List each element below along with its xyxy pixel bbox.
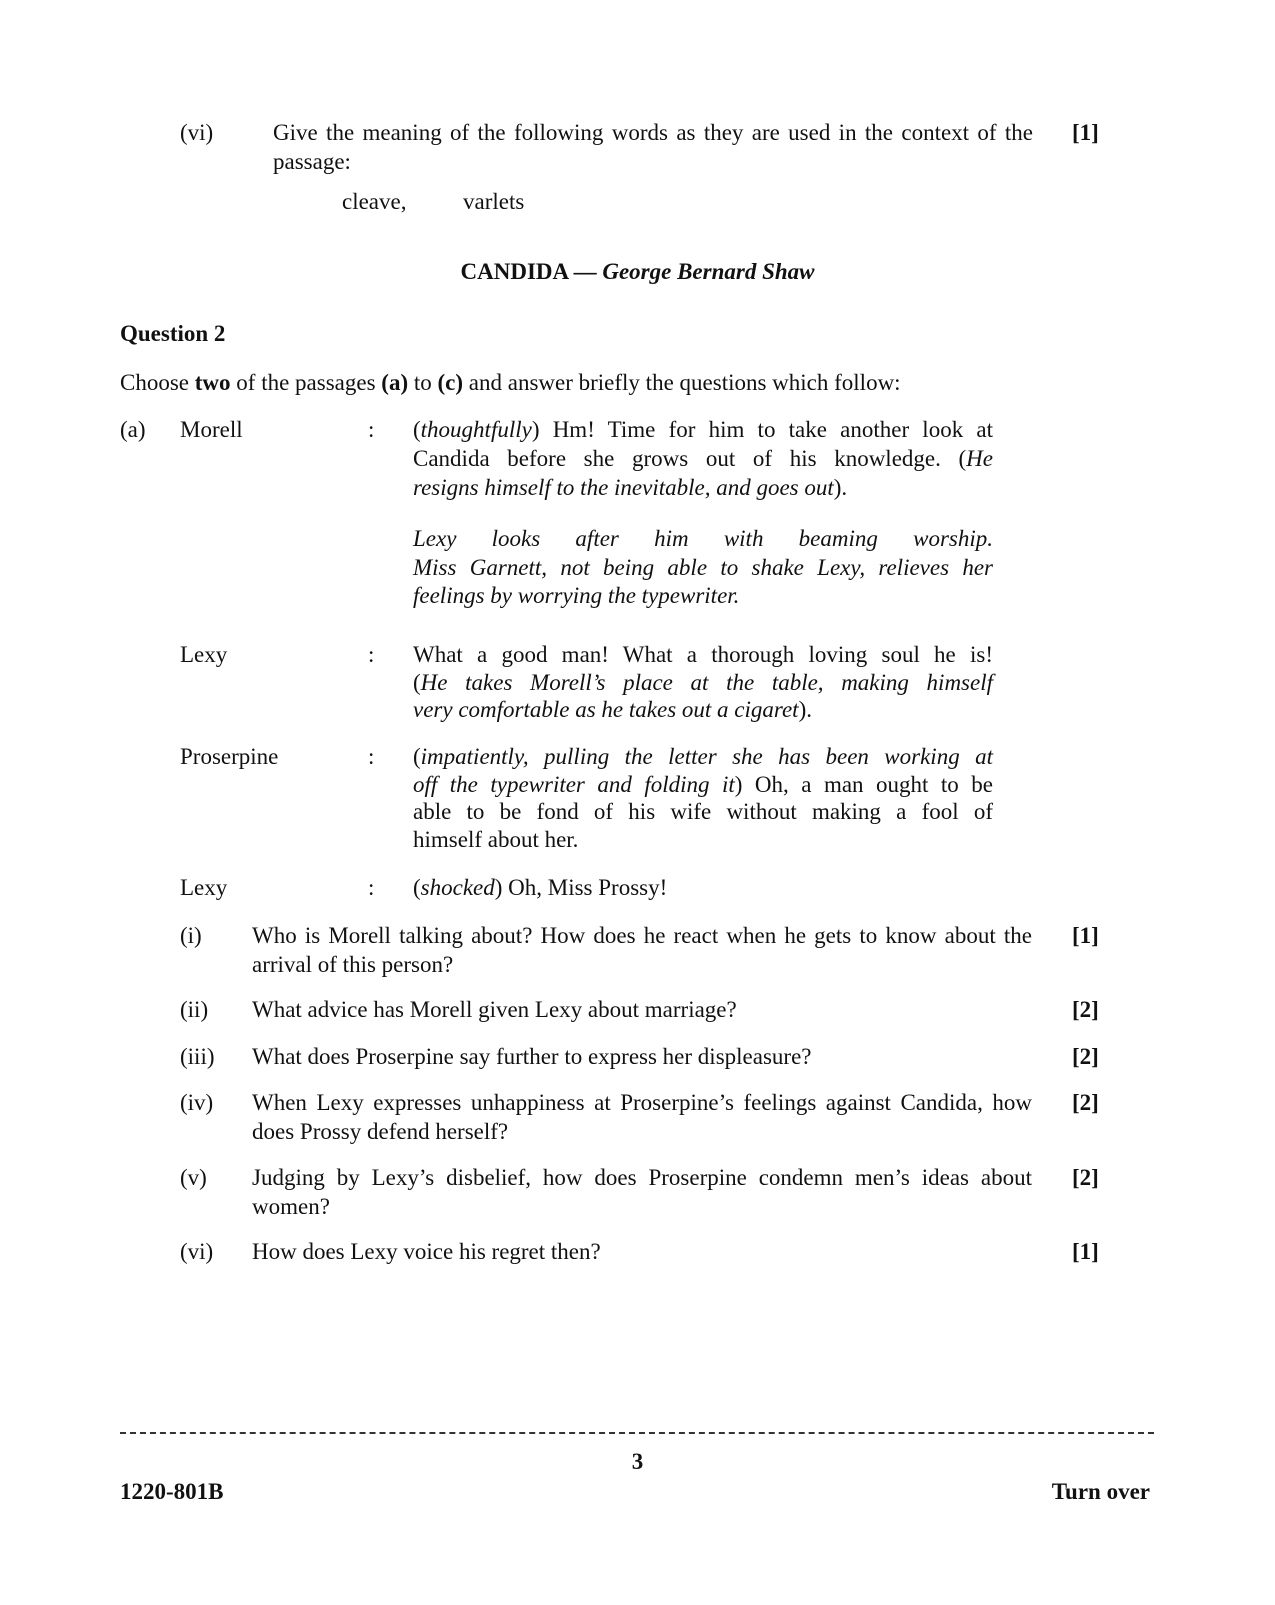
dialogue-line: off the typewriter and folding it) Oh, a man ought to be bbox=[413, 772, 993, 797]
subquestion-number: (iii) bbox=[180, 1044, 215, 1069]
instr-part: Choose bbox=[120, 370, 189, 395]
instr-part: of the passages bbox=[236, 370, 376, 395]
subquestion-number: (vi) bbox=[180, 1239, 214, 1264]
instr-part: to bbox=[413, 370, 432, 395]
subquestion-text: How does Lexy voice his regret then? bbox=[252, 1239, 601, 1264]
stage-direction: Miss Garnett, not being able to shake Lexy, relieves her bbox=[413, 555, 993, 580]
speaker-proserpine: Proserpine bbox=[180, 744, 279, 769]
question-instructions bbox=[120, 368, 901, 397]
stage-direction: Lexy looks after him with beaming worship. bbox=[413, 526, 993, 551]
footer-divider bbox=[120, 1432, 1154, 1434]
subquestion-number: (ii) bbox=[180, 997, 209, 1022]
stage-direction: feelings by worrying the typewriter. bbox=[413, 583, 740, 608]
subquestion-text: What advice has Morell given Lexy about marriage? bbox=[252, 997, 737, 1022]
subquestion-text: What does Proserpine say further to express her displeasure? bbox=[252, 1044, 812, 1069]
page-number: 3 bbox=[631, 1449, 644, 1474]
subquestion-text: Who is Morell talking about? How does he react when he gets to know about the arrival of this person? bbox=[252, 923, 1032, 977]
subquestion-mark: [2] bbox=[1072, 997, 1099, 1022]
speaker-colon: : bbox=[368, 875, 375, 900]
subquestion-number: (iv) bbox=[180, 1090, 214, 1115]
stage-direction: (He takes Morell’s place at the table, making himself bbox=[413, 670, 993, 695]
speaker-colon: : bbox=[368, 417, 375, 442]
word-cleave: cleave, bbox=[342, 189, 407, 214]
subquestion-mark: [2] bbox=[1072, 1165, 1099, 1190]
instr-two: two bbox=[194, 370, 231, 395]
prev-question-number: (vi) bbox=[180, 120, 214, 145]
section-title: CANDIDA — bbox=[460, 259, 597, 284]
passage-label: (a) bbox=[120, 417, 146, 442]
dialogue-line: What a good man! What a thorough loving soul he is! bbox=[413, 642, 993, 667]
prev-question-text: Give the meaning of the following words as they are used in the context of the passage: bbox=[273, 120, 1033, 174]
dialogue-line: himself about her. bbox=[413, 827, 579, 852]
instr-part: and answer briefly the questions which follow: bbox=[468, 370, 901, 395]
dialogue-line: able to be fond of his wife without making a fool of bbox=[413, 799, 993, 824]
subquestion-number: (i) bbox=[180, 923, 202, 948]
section-heading bbox=[0, 257, 1275, 286]
stage-direction: (impatiently, pulling the letter she has been working at bbox=[413, 744, 993, 769]
speaker-morell: Morell bbox=[180, 417, 243, 442]
prev-question-mark: [1] bbox=[1072, 120, 1099, 145]
subquestion-mark: [2] bbox=[1072, 1044, 1099, 1069]
speaker-lexy: Lexy bbox=[180, 642, 228, 667]
subquestion-number: (v) bbox=[180, 1165, 207, 1190]
speaker-colon: : bbox=[368, 744, 375, 769]
instr-c: (c) bbox=[437, 370, 464, 395]
instr-a: (a) bbox=[381, 370, 409, 395]
turn-over: Turn over bbox=[1051, 1479, 1150, 1504]
stage-direction: resigns himself to the inevitable, and goes out). bbox=[413, 475, 848, 500]
paper-code: 1220-801B bbox=[120, 1479, 224, 1504]
speaker-lexy: Lexy bbox=[180, 875, 228, 900]
word-varlets: varlets bbox=[463, 189, 525, 214]
question-heading: Question 2 bbox=[120, 321, 226, 346]
section-author: George Bernard Shaw bbox=[602, 259, 815, 284]
dialogue-line: (shocked) Oh, Miss Prossy! bbox=[413, 875, 668, 900]
subquestion-mark: [2] bbox=[1072, 1090, 1099, 1115]
dialogue-line: Candida before she grows out of his knowledge. (He bbox=[413, 446, 993, 471]
subquestion-mark: [1] bbox=[1072, 923, 1099, 948]
subquestion-mark: [1] bbox=[1072, 1239, 1099, 1264]
subquestion-text: When Lexy expresses unhappiness at Proserpine’s feelings against Candida, how does Prossy defend herself? bbox=[252, 1090, 1032, 1144]
speaker-colon: : bbox=[368, 642, 375, 667]
dialogue-line: (thoughtfully) Hm! Time for him to take another look at bbox=[413, 417, 993, 442]
stage-direction: very comfortable as he takes out a cigaret). bbox=[413, 697, 812, 722]
subquestion-text: Judging by Lexy’s disbelief, how does Proserpine condemn men’s ideas about women? bbox=[252, 1165, 1032, 1219]
